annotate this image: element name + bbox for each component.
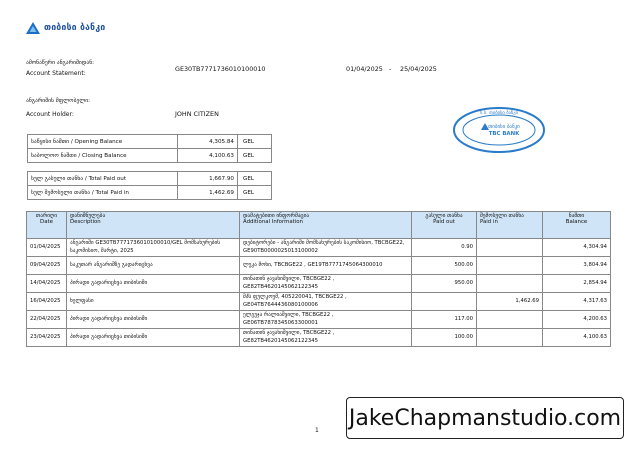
header-ka: შემოსული თანხა: [480, 213, 524, 219]
account-number: GE30TB7771736010100010: [175, 65, 266, 73]
opening-balance-row: [28, 135, 272, 149]
bank-logo: [26, 22, 105, 34]
cell-out: 117.00: [412, 311, 477, 329]
cell-info: თინათინ ჯავახიშვილი, TBCBGE22 , GE82TB4620145062122345: [240, 329, 412, 347]
cell-desc: საკუთარ ანგარიშზე გადარიცხვა: [67, 257, 240, 275]
cell-in: 1,462.69: [477, 293, 543, 311]
transactions-table: [26, 211, 611, 347]
table-row: [27, 239, 611, 257]
table-row: [27, 275, 611, 293]
balance-currency: GEL: [238, 135, 272, 149]
cell-out: 100.00: [412, 329, 477, 347]
balance-value: 4,305.84: [178, 135, 238, 149]
total-paid-in-row: [28, 186, 272, 200]
stamp-name-text: TBC BANK: [488, 131, 520, 137]
cell-date: 14/04/2025: [27, 275, 67, 293]
bank-name: თიბისი ბანკი: [44, 23, 106, 33]
cell-balance: 4,304.94: [543, 239, 611, 257]
statement-label-ka: ამონაწერი ანგარიშიდან:: [26, 60, 94, 66]
balance-label: საწყისი ნაშთი / Opening Balance: [28, 135, 178, 149]
cell-out: [412, 293, 477, 311]
balance-currency: GEL: [238, 149, 272, 163]
total-value: 1,667.90: [178, 172, 238, 186]
date-separator: -: [389, 65, 392, 73]
header-additional-info: [240, 212, 412, 239]
table-row: [27, 293, 611, 311]
tbc-logo-icon: [26, 22, 40, 34]
total-currency: GEL: [238, 186, 272, 200]
date-from: 01/04/2025: [346, 65, 383, 73]
table-row: [27, 257, 611, 275]
header-en: Date: [40, 219, 53, 225]
header-en: Paid in: [480, 219, 498, 225]
cell-balance: 3,804.94: [543, 257, 611, 275]
header-ka: ნაშთი: [568, 213, 585, 219]
cell-date: 22/04/2025: [27, 311, 67, 329]
cell-balance: 4,100.63: [543, 329, 611, 347]
cell-balance: 4,200.63: [543, 311, 611, 329]
table-row: [27, 311, 611, 329]
header-en: Description: [70, 219, 101, 225]
header-ka: დამატებითი ინფორმაცია: [243, 213, 310, 219]
cell-in: [477, 329, 543, 347]
cell-desc: ანგარიში GE30TB7771736010100010/GEL მომსახურების საკომისიო, მარტი, 2025: [67, 239, 240, 257]
header-date: [27, 212, 67, 239]
header-en: Paid out: [433, 219, 455, 225]
header-paid-out: [412, 212, 477, 239]
cell-out: 0.90: [412, 239, 477, 257]
cell-info: ელგუჯა რალიაშვილი, TBCBGE22 , GE06TB7878345063300001: [240, 311, 412, 329]
header-en: Balance: [565, 219, 588, 225]
stamp-top-text: ს.ს. თიბისი ბანკი: [479, 111, 519, 116]
cell-balance: 4,317.63: [543, 293, 611, 311]
totals-table: [27, 171, 272, 200]
balances-table: [27, 134, 272, 163]
cell-in: [477, 311, 543, 329]
cell-desc: პირადი გადარიცხვა თიბისიში: [67, 329, 240, 347]
statement-label-en: Account Statement:: [26, 70, 86, 77]
bank-stamp-icon: [452, 106, 546, 154]
cell-desc: ხელფასი: [67, 293, 240, 311]
header-ka: თარიღი: [35, 213, 58, 219]
header-description: [67, 212, 240, 239]
table-row: [27, 329, 611, 347]
cell-balance: 2,854.94: [543, 275, 611, 293]
total-label: სულ შემოსული თანხა / Total Paid in: [28, 186, 178, 200]
stamp-sub-text: თიბისი ბანკი: [488, 124, 520, 130]
cell-desc: პირადი გადარიცხვა თიბისიში: [67, 275, 240, 293]
header-balance: [543, 212, 611, 239]
cell-date: 23/04/2025: [27, 329, 67, 347]
holder-label-ka: ანგარიშის მფლობელი:: [26, 98, 91, 104]
page-number: 1: [315, 427, 319, 434]
cell-info: დებიტორები - ანგარიში მომსახურების საკომისიო, TBCBGE22, GE90TB0000025013100002: [240, 239, 412, 257]
total-label: სულ გასული თანხა / Total Paid out: [28, 172, 178, 186]
cell-date: 09/04/2025: [27, 257, 67, 275]
date-to: 25/04/2025: [400, 65, 437, 73]
cell-date: 01/04/2025: [27, 239, 67, 257]
balance-label: საბოლოო ნაშთი / Closing Balance: [28, 149, 178, 163]
cell-info: ლუკა მოხი, TBCBGE22 , GE19TB7771745064300010: [240, 257, 412, 275]
cell-date: 16/04/2025: [27, 293, 67, 311]
cell-info: შპს ფულკოუმ, 405220041, TBCBGE22 , GE04TB7644436080100006: [240, 293, 412, 311]
cell-out: 500.00: [412, 257, 477, 275]
cell-desc: პირადი გადარიცხვა თიბისიში: [67, 311, 240, 329]
holder-label-en: Account Holder:: [26, 111, 74, 118]
table-header-row: [27, 212, 611, 239]
cell-info: თინათინ ჯავახიშვილი, TBCBGE22 , GE82TB4620145062122345: [240, 275, 412, 293]
holder-name: JOHN CITIZEN: [175, 110, 219, 118]
watermark: JakeChapmanstudio.com: [346, 397, 624, 439]
cell-in: [477, 239, 543, 257]
closing-balance-row: [28, 149, 272, 163]
header-en: Additional Information: [243, 219, 303, 225]
balance-value: 4,100.63: [178, 149, 238, 163]
header-ka: გასული თანხა: [425, 213, 463, 219]
total-currency: GEL: [238, 172, 272, 186]
cell-in: [477, 275, 543, 293]
header-ka: დანიშნულება: [70, 213, 106, 219]
cell-out: 950.00: [412, 275, 477, 293]
cell-in: [477, 257, 543, 275]
header-paid-in: [477, 212, 543, 239]
total-paid-out-row: [28, 172, 272, 186]
total-value: 1,462.69: [178, 186, 238, 200]
